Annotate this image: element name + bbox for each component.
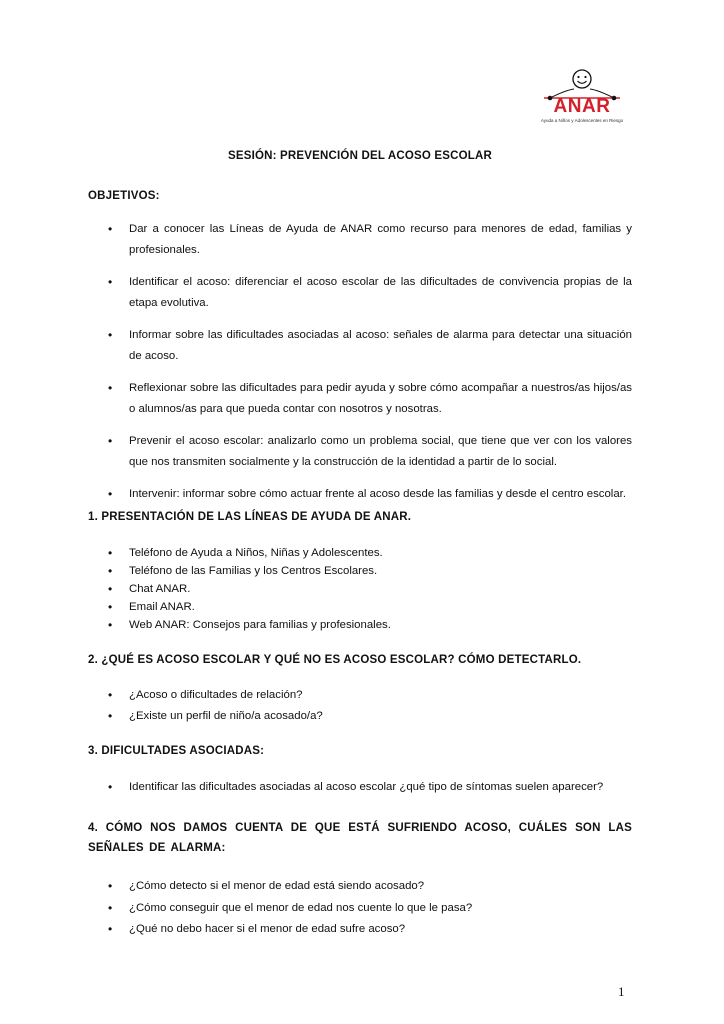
section-heading-4: 4. CÓMO NOS DAMOS CUENTA DE QUE ESTÁ SUFRIENDO ACOSO, CUÁLES SON LAS SEÑALES DE ALARMA: <box>88 822 632 854</box>
list-item: • ¿Acoso o dificultades de relación? <box>88 685 632 707</box>
list-item: • ¿Existe un perfil de niño/a acosado/a? <box>88 706 632 728</box>
section-4-list <box>88 876 632 941</box>
logo-wordmark: ANAR <box>553 96 611 117</box>
section-1-list <box>88 544 632 634</box>
objectives-list <box>88 219 632 505</box>
list-item: • Dar a conocer las Líneas de Ayuda de ANAR como recurso para menores de edad, familias y profesionales. <box>88 219 632 260</box>
section-heading-2: 2. ¿QUÉ ES ACOSO ESCOLAR Y QUÉ NO ES ACOSO ESCOLAR? CÓMO DETECTARLO. <box>88 653 582 666</box>
list-item: • Identificar el acoso: diferenciar el acoso escolar de las dificultades de convivencia propias de la etapa evolutiva. <box>88 272 632 313</box>
section-3-list <box>88 777 632 799</box>
document-title: SESIÓN: PREVENCIÓN DEL ACOSO ESCOLAR <box>227 150 493 162</box>
logo-tagline: Ayuda a Niños y Adolescentes en Riesgo <box>540 118 624 123</box>
page-number: 1 <box>618 984 625 999</box>
section-2-list <box>88 685 632 728</box>
list-item: • Reflexionar sobre las dificultades para pedir ayuda y sobre cómo acompañar a nuestros/as hijos/as o alumnos/as para que pueda contar con nosotros y nosotras. <box>88 378 632 419</box>
section-heading-1: 1. PRESENTACIÓN DE LAS LÍNEAS DE AYUDA DE ANAR. <box>88 510 412 523</box>
list-item: • Email ANAR. <box>88 598 632 616</box>
section-heading-3: 3. DIFICULTADES ASOCIADAS: <box>88 744 265 757</box>
list-item: • Teléfono de las Familias y los Centros Escolares. <box>88 562 632 580</box>
list-item: • ¿Cómo conseguir que el menor de edad nos cuente lo que le pasa? <box>88 898 632 920</box>
list-item: • Informar sobre las dificultades asociadas al acoso: señales de alarma para detectar una situación de acoso. <box>88 325 632 366</box>
list-item: • Intervenir: informar sobre cómo actuar frente al acoso desde las familias y desde el centro escolar. <box>88 484 632 505</box>
list-item: • Web ANAR: Consejos para familias y profesionales. <box>88 616 632 634</box>
list-item: • Prevenir el acoso escolar: analizarlo como un problema social, que tiene que ver con los valores que nos transmiten socialmente y la construcción de la identidad a partir de lo social. <box>88 431 632 472</box>
anar-logo <box>536 68 628 130</box>
objectives-heading: OBJETIVOS: <box>88 190 160 202</box>
list-item: • ¿Qué no debo hacer si el menor de edad sufre acoso? <box>88 919 632 941</box>
list-item: • Teléfono de Ayuda a Niños, Niñas y Adolescentes. <box>88 544 632 562</box>
list-item: • Chat ANAR. <box>88 580 632 598</box>
document-body <box>88 150 632 941</box>
list-item: • Identificar las dificultades asociadas al acoso escolar ¿qué tipo de síntomas suelen aparecer? <box>88 777 632 799</box>
list-item: • ¿Cómo detecto si el menor de edad está siendo acosado? <box>88 876 632 898</box>
